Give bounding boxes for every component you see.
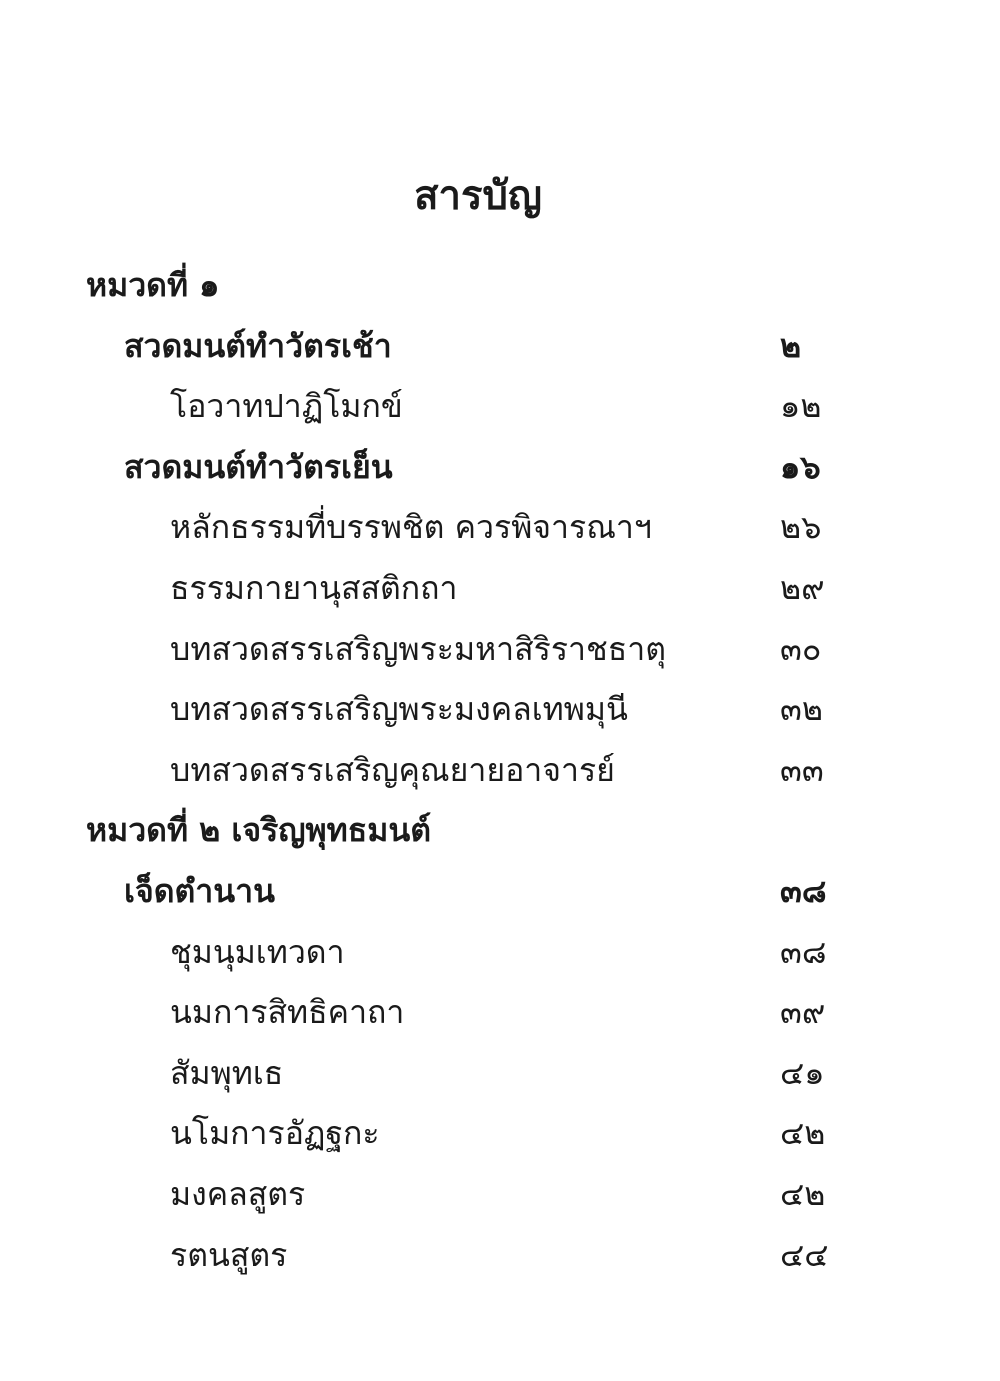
toc-entry — [0, 925, 1000, 986]
toc-entry-label: รตนสูตร — [170, 1235, 288, 1274]
toc-entry — [0, 1167, 1000, 1228]
toc-entry-page: ๓๘ — [780, 871, 827, 910]
toc-entry — [0, 985, 1000, 1046]
toc-entry-page: ๓๙ — [780, 993, 826, 1032]
toc-entry-label: บทสวดสรรเสริญคุณยายอาจารย์ — [170, 750, 615, 789]
toc-entry-page: ๔๒ — [780, 1114, 826, 1153]
toc-entry — [0, 1106, 1000, 1167]
table-of-contents — [0, 258, 1000, 1288]
toc-entry-label: นมการสิทธิคาถา — [170, 993, 405, 1032]
toc-entry — [0, 440, 1000, 501]
toc-entry-page: ๒ — [780, 326, 802, 365]
toc-entry-page: ๔๑ — [780, 1053, 825, 1092]
toc-entry-page: ๑๒ — [780, 387, 822, 426]
toc-entry — [0, 1046, 1000, 1107]
page-title: สารบัญ — [414, 173, 542, 219]
toc-entry-label: หลักธรรมที่บรรพชิต ควรพิจารณาฯ — [170, 508, 652, 547]
toc-entry-label: ชุมนุมเทวดา — [170, 932, 345, 971]
toc-entry — [0, 864, 1000, 925]
toc-entry-label: ธรรมกายานุสสติกถา — [170, 568, 458, 607]
toc-entry — [0, 622, 1000, 683]
toc-entry-page: ๓๐ — [780, 629, 822, 668]
toc-entry-page: ๓๒ — [780, 690, 823, 729]
toc-entry — [0, 500, 1000, 561]
toc-entry — [0, 1228, 1000, 1289]
toc-entry-label: บทสวดสรรเสริญพระมงคลเทพมุนี — [170, 690, 628, 729]
toc-entry-label: นโมการอัฏฐกะ — [170, 1114, 380, 1153]
toc-entry — [0, 319, 1000, 380]
toc-entry-label: บทสวดสรรเสริญพระมหาสิริราชธาตุ — [170, 629, 667, 668]
toc-entry-label: หมวดที่ ๑ — [86, 266, 220, 304]
toc-entry-page: ๑๖ — [780, 447, 821, 486]
toc-entry — [0, 743, 1000, 804]
toc-entry-label: สวดมนต์ทำวัตรเย็น — [124, 447, 393, 486]
toc-entry-label: เจ็ดตำนาน — [124, 871, 275, 910]
toc-entry-label: หมวดที่ ๒ เจริญพุทธมนต์ — [86, 811, 432, 850]
toc-entry-label: สวดมนต์ทำวัตรเช้า — [124, 326, 392, 365]
toc-section-1 — [0, 258, 1000, 319]
toc-section-2 — [0, 803, 1000, 864]
toc-entry-page: ๓๘ — [780, 932, 827, 971]
toc-entry-label: มงคลสูตร — [170, 1174, 306, 1213]
toc-entry-page: ๔๒ — [780, 1174, 826, 1213]
toc-entry-label: สัมพุทเธ — [170, 1053, 284, 1092]
toc-entry-page: ๔๔ — [780, 1235, 829, 1274]
toc-entry — [0, 561, 1000, 622]
toc-entry — [0, 682, 1000, 743]
toc-entry-page: ๒๖ — [780, 508, 822, 547]
toc-entry-page: ๓๓ — [780, 750, 824, 789]
toc-entry-label: โอวาทปาฏิโมกข์ — [170, 387, 403, 426]
toc-entry-page: ๒๙ — [780, 568, 825, 607]
toc-entry — [0, 379, 1000, 440]
